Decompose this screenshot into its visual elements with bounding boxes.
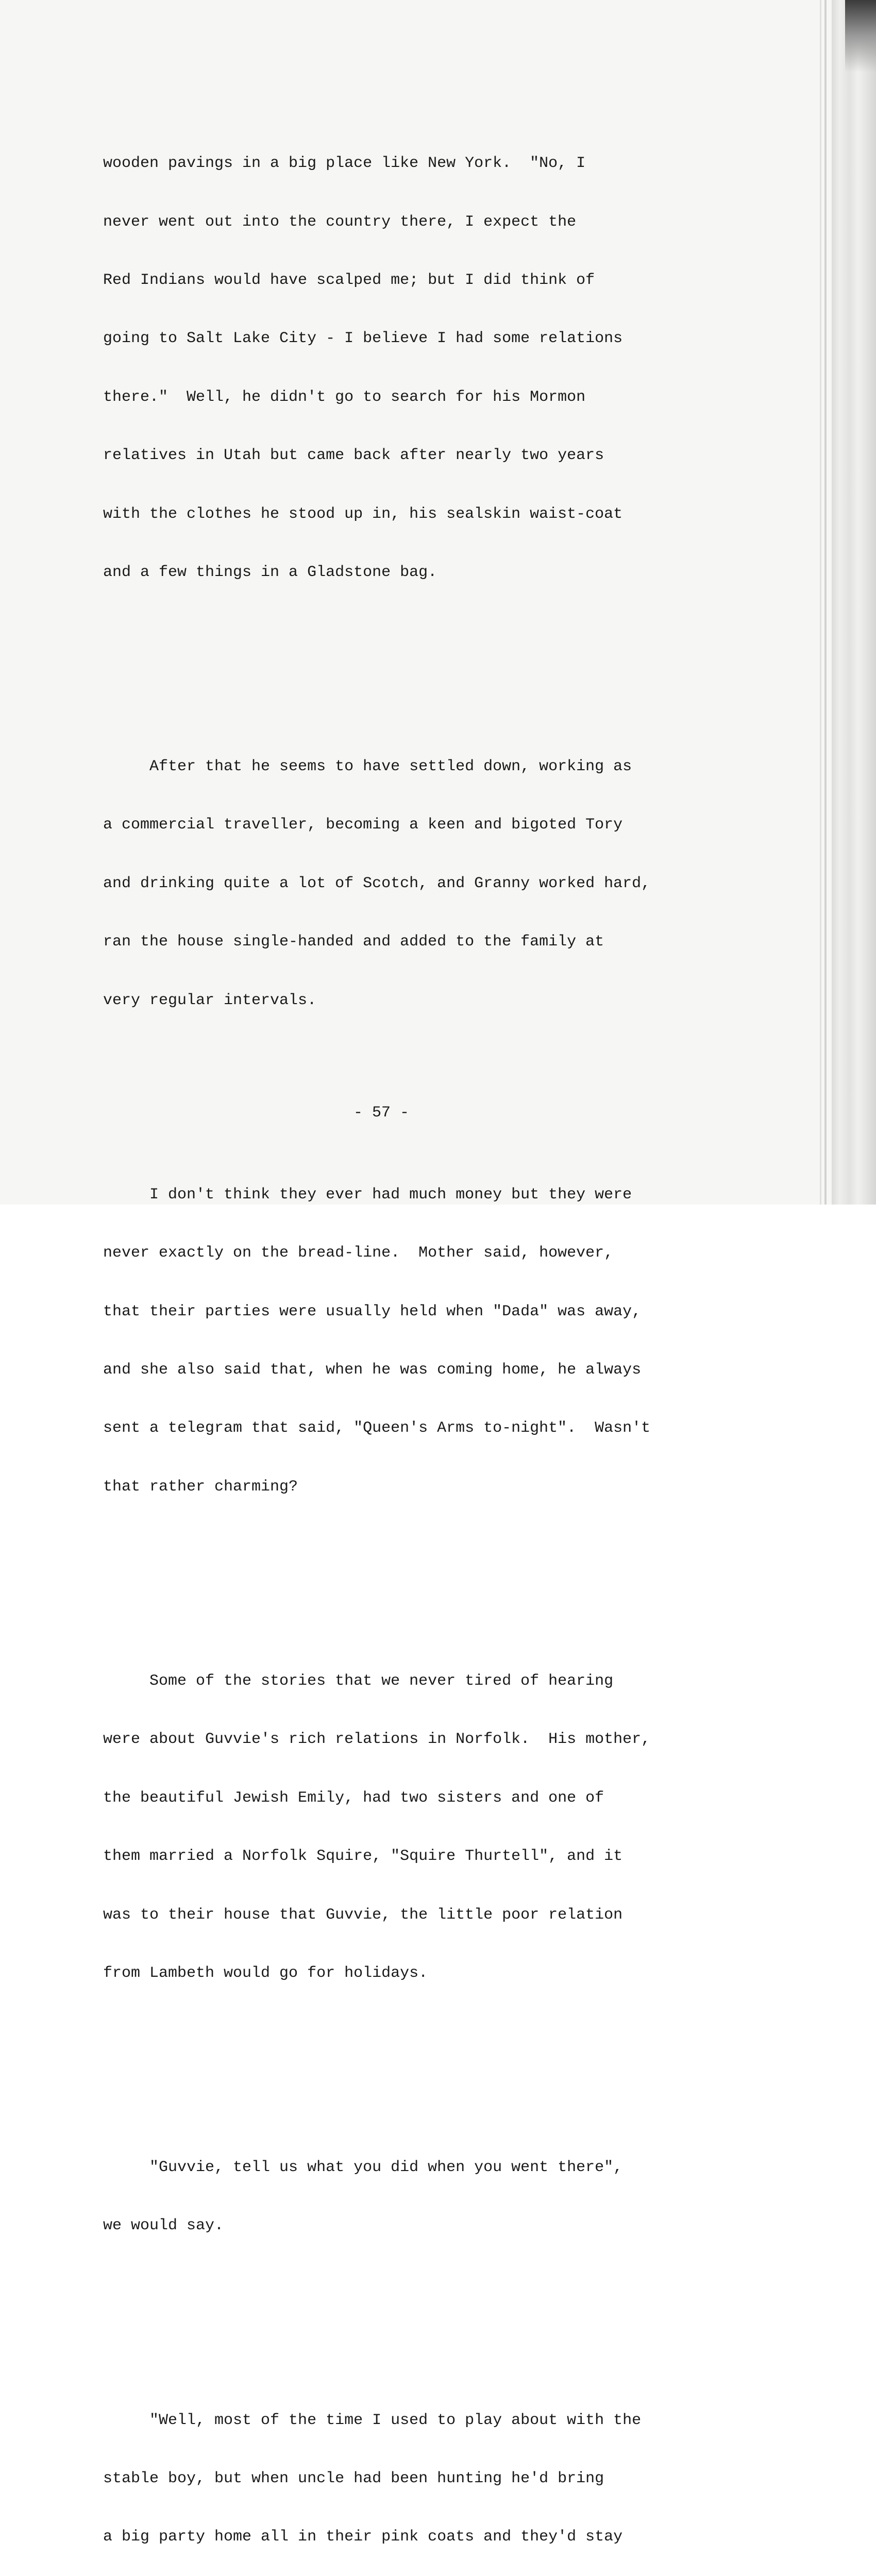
text-line: very regular intervals.: [103, 991, 317, 1009]
text-line: and a few things in a Gladstone bag.: [103, 563, 437, 581]
text-line: going to Salt Lake City - I believe I had some relations: [103, 330, 623, 348]
text-line: stable boy, but when uncle had been hunting he'd bring: [103, 2470, 604, 2488]
page-stack-edge: [832, 0, 876, 1205]
paragraph-1: [103, 115, 732, 622]
text-line: never went out into the country there, I expect the: [103, 213, 577, 231]
paragraph-6: [103, 2372, 732, 2576]
text-line: from Lambeth would go for holidays.: [103, 1964, 428, 1982]
text-line: sent a telegram that said, "Queen's Arms to-night". Wasn't: [103, 1419, 651, 1437]
paragraph-4: [103, 1633, 732, 2022]
text-line: that their parties were usually held when "Dada" was away,: [103, 1302, 642, 1320]
text-line: wooden pavings in a big place like New York. "No, I: [103, 155, 586, 173]
text-line: "Well, most of the time I used to play about with the: [103, 2411, 642, 2429]
text-line: the beautiful Jewish Emily, had two sisters and one of: [103, 1789, 604, 1807]
text-line: a big party home all in their pink coats and they'd stay: [103, 2528, 623, 2546]
text-line: there." Well, he didn't go to search for his Mormon: [103, 388, 586, 406]
text-line: and drinking quite a lot of Scotch, and Granny worked hard,: [103, 874, 651, 892]
text-line: After that he seems to have settled down, working as: [103, 758, 632, 776]
paragraph-2: [103, 719, 732, 1050]
paragraph-3: [103, 1146, 732, 1536]
text-line: relatives in Utah but came back after nearly two years: [103, 447, 604, 465]
text-line: Some of the stories that we never tired of hearing: [103, 1672, 614, 1690]
page-edge-line: [824, 0, 827, 1205]
text-line: we would say.: [103, 2217, 224, 2235]
text-line: a commercial traveller, becoming a keen and bigoted Tory: [103, 816, 623, 834]
scan-corner-shadow: [845, 0, 876, 72]
text-line: I don't think they ever had much money but they were: [103, 1185, 632, 1204]
text-line: that rather charming?: [103, 1478, 298, 1496]
text-line: "Guvvie, tell us what you did when you went there",: [103, 2159, 623, 2177]
text-line: never exactly on the bread-line. Mother said, however,: [103, 1244, 614, 1262]
text-line: was to their house that Guvvie, the little poor relation: [103, 1906, 623, 1924]
body-text: [103, 76, 732, 2576]
text-line: them married a Norfolk Squire, "Squire Thurtell", and it: [103, 1848, 623, 1866]
text-line: with the clothes he stood up in, his sealskin waist-coat: [103, 505, 623, 523]
text-line: ran the house single-handed and added to the family at: [103, 933, 604, 951]
text-line: were about Guvvie's rich relations in Norfolk. His mother,: [103, 1731, 651, 1749]
page-edge-line: [820, 0, 821, 1205]
paragraph-5: [103, 2119, 732, 2275]
text-line: and she also said that, when he was coming home, he always: [103, 1361, 642, 1379]
text-line: Red Indians would have scalped me; but I did think of: [103, 271, 595, 289]
page-number: - 57 -: [353, 1104, 410, 1122]
